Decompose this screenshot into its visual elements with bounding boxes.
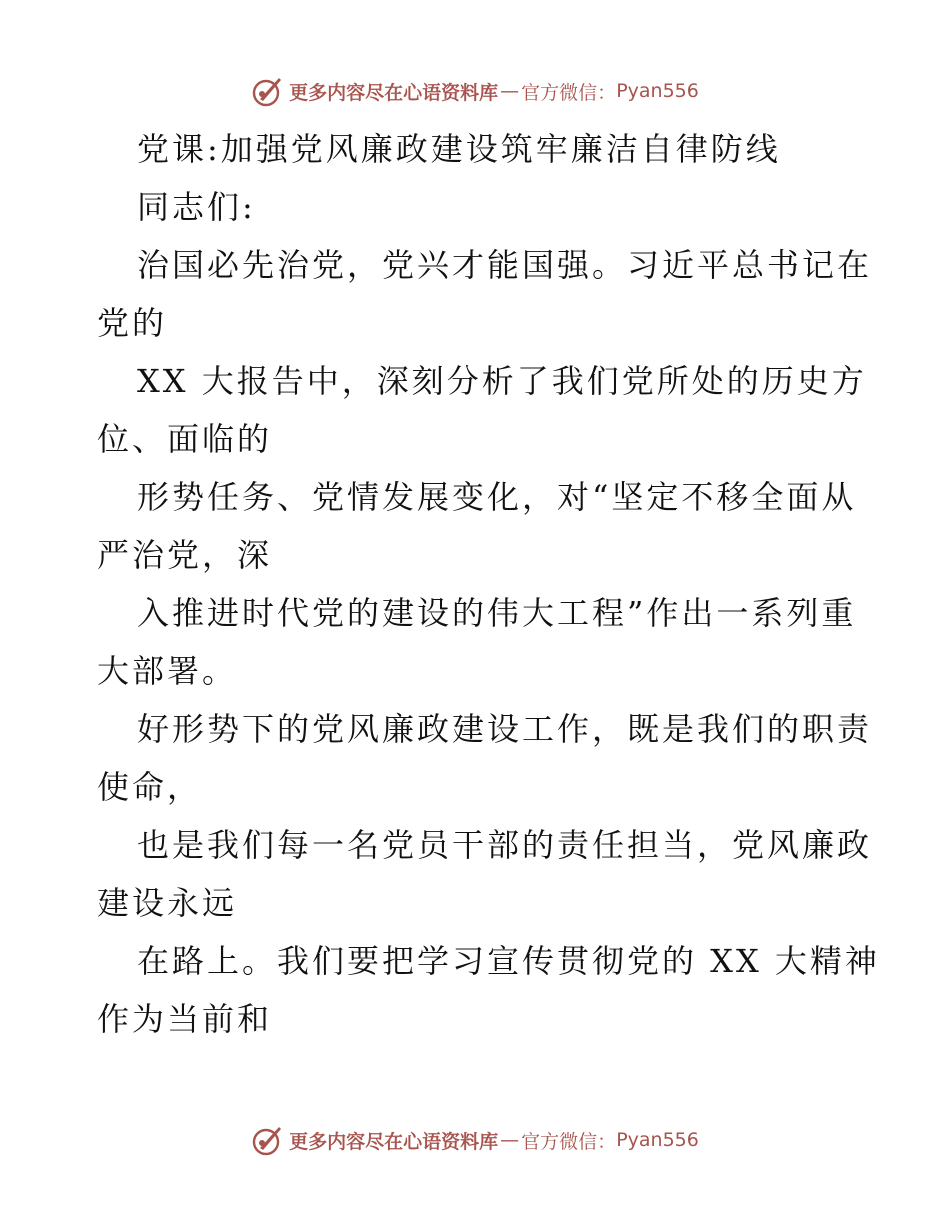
text-line: 使命， [97, 768, 203, 806]
text-line: 入推进时代党的建设的伟大工程”作出一系列重 [137, 594, 857, 632]
watermark-separator: — [500, 80, 520, 102]
document-body [97, 120, 880, 1048]
text-line: 好形势下的党风廉政建设工作，既是我们的职责 [137, 710, 873, 748]
quill-logo-icon [251, 74, 285, 108]
text-line: 大部署。 [97, 652, 238, 690]
text-line: 作为当前和 [97, 1000, 273, 1038]
text-line: 在路上。我们要把学习宣传贯彻党的 XX 大精神 [137, 942, 880, 980]
text-line: 治国必先治党，党兴才能国强。习近平总书记在 [137, 246, 873, 284]
footer-watermark [0, 1120, 950, 1160]
watermark-separator: — [500, 1129, 520, 1151]
salutation: 同志们: [137, 188, 256, 226]
watermark-text: 更多内容尽在心语资料库 [289, 1130, 499, 1153]
text-line: XX 大报告中，深刻分析了我们党所处的历史方 [137, 362, 867, 400]
text-line: 严治党，深 [97, 536, 273, 574]
watermark-wechat-id: Pyan556 [616, 1129, 699, 1151]
watermark-text: 更多内容尽在心语资料库 [289, 81, 499, 104]
watermark-label: 官方微信： [521, 1130, 617, 1153]
watermark-wechat-id: Pyan556 [616, 80, 699, 102]
quill-logo-icon [251, 1123, 285, 1157]
watermark-label: 官方微信： [521, 81, 617, 104]
text-line: 位、面临的 [97, 420, 273, 458]
document-title: 党课:加强党风廉政建设筑牢廉洁自律防线 [137, 130, 781, 168]
text-line: 党的 [97, 304, 168, 342]
text-line: 形势任务、党情发展变化，对“坚定不移全面从 [137, 478, 857, 516]
text-line: 也是我们每一名党员干部的责任担当，党风廉政 [137, 826, 873, 864]
header-watermark [0, 71, 950, 111]
text-line: 建设永远 [97, 884, 238, 922]
